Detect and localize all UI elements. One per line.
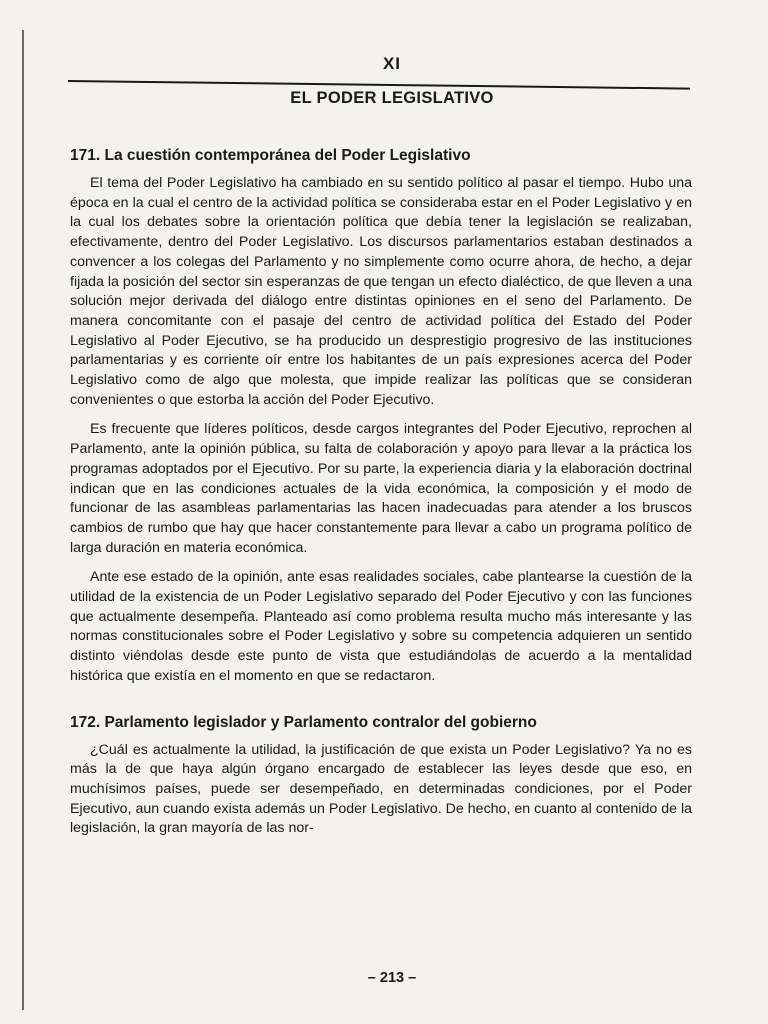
paragraph: ¿Cuál es actualmente la utilidad, la justificación de que exista un Poder Legislativo? Ya no es más la de que haya algún órgano encargado de establecer las leyes desde que eso, en muchísimos países, puede ser desempeñado, en determinadas condiciones, por el Poder Ejecutivo, aun cuando exista además un Poder Legislativo. De hecho, en cuanto al contenido de la legislación, la gran mayoría de las nor- [70,741,692,837]
chapter-number: XI [382,54,402,73]
section-heading: 171. La cuestión contemporánea del Poder Legislativo [70,147,471,164]
binding-edge-line [22,30,24,1010]
section-heading: 172. Parlamento legislador y Parlamento contralor del gobierno [70,713,537,731]
page-body [70,146,692,849]
paragraph: Ante ese estado de la opinión, ante esas realidades sociales, cabe plantearse la cuestión de la utilidad de la existencia de un Poder Legislativo separado del Poder Ejecutivo y con las funciones que actualmente desempeña. Planteado así como problema resulta mucho más interesante y las normas constitucionales sobre el Poder Legislativo y sobre su competencia adquieren un sentido distinto viéndolas desde este punto de vista que estudiándolas de acuerdo a la mentalidad histórica que existía en el momento en que se redactaron. [70,569,692,684]
paragraph: Es frecuente que líderes políticos, desde cargos integrantes del Poder Ejecutivo, reprochen al Parlamento, ante la opinión pública, su falta de colaboración y apoyo para llevar a la práctica los programas adoptados por el Ejecutivo. Por su parte, la experiencia diaria y la elaboración doctrinal indican que en las condiciones actuales de la vida económica, la composición y el modo de funcionar de las asambleas parlamentarias las hacen inadecuadas para atender a los bruscos cambios de rumbo que hay que hacer constantemente para llevar a cabo un programa político de larga duración en materia económica. [70,421,692,556]
chapter-title: EL PODER LEGISLATIVO [290,89,494,107]
section-171 [70,146,692,687]
section-172 [70,713,692,840]
paragraph: El tema del Poder Legislativo ha cambiado en su sentido político al pasar el tiempo. Hubo una época en la cual el centro de la actividad política se consideraba estar en el Poder Legislativo y en la cual los debates sobre la orientación política que debía tener la legislación se realizaban, efectivamente, dentro del Poder Legislativo. Los discursos parlamentarios estaban destinados a convencer a los colegas del Parlamento y no simplemente como ocurre ahora, de hecho, a dejar fijada la posición del sector sin esperanzas de que tengan un efecto dialéctico, de que lleven a una solución mejor derivada del diálogo entre distintas opiniones en el seno del Parlamento. De manera concomitante con el pasaje del centro de actividad política del Estado del Poder Legislativo al Poder Ejecutivo, se ha producido un desprestigio progresivo de las instituciones parlamentarias y es corriente oír entre los habitantes de un país expresiones acerca del Poder Legislativo como de algo que molesta, que impide realizar las políticas que se consideran convenientes o que estorba la acción del Poder Ejecutivo. [70,175,692,408]
page-number: – 213 – [367,970,417,986]
